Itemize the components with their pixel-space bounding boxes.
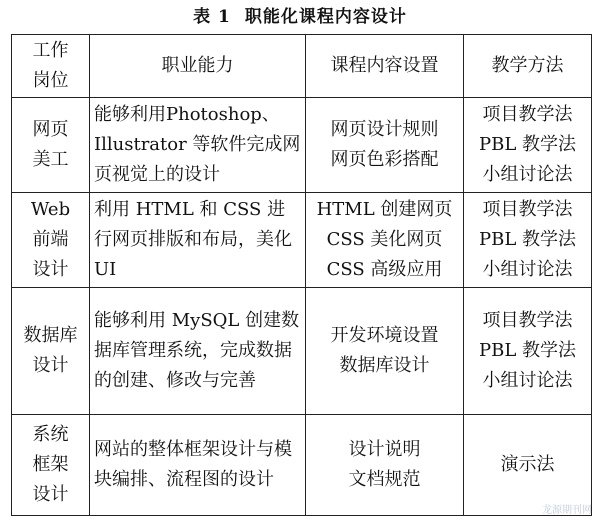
table-number: 表 1 — [193, 7, 231, 27]
table-row — [12, 288, 592, 415]
table-row — [12, 98, 592, 193]
content-line: 设计说明 — [348, 439, 421, 460]
content-line: 网页色彩搭配 — [330, 149, 439, 170]
table-title: 职能化课程内容设计 — [244, 7, 407, 27]
table-row — [12, 415, 592, 516]
ability-cell: 能够利用Photoshop、Illustrator 等软件完成网页视觉上的设计 — [90, 98, 306, 193]
job-line: 网页 — [32, 119, 69, 140]
content-line: CSS 美化网页 — [326, 229, 443, 250]
table-caption — [0, 6, 600, 28]
method-line: 项目教学法 — [482, 104, 573, 125]
method-line: PBL 教学法 — [478, 229, 576, 250]
job-line: 设计 — [32, 484, 69, 505]
header-content: 课程内容设置 — [306, 35, 464, 98]
ability-cell: 能够利用 MySQL 创建数据库管理系统，完成数据的创建、修改与完善 — [90, 288, 306, 415]
method-line: 项目教学法 — [482, 310, 573, 331]
job-cell — [12, 193, 90, 288]
content-cell — [306, 193, 464, 288]
content-cell — [306, 98, 464, 193]
header-ability: 职业能力 — [90, 35, 306, 98]
content-cell — [306, 415, 464, 516]
method-line: 小组讨论法 — [482, 164, 573, 185]
watermark-logo — [542, 501, 592, 516]
content-line: 文档规范 — [348, 469, 421, 490]
method-cell — [464, 193, 592, 288]
method-line: 演示法 — [500, 454, 555, 475]
content-line: 开发环境设置 — [330, 325, 439, 346]
header-job — [12, 35, 90, 98]
course-design-table — [11, 34, 592, 516]
job-line: 美工 — [32, 149, 69, 170]
header-row — [12, 35, 592, 98]
job-line: 设计 — [32, 259, 69, 280]
method-line: PBL 教学法 — [478, 340, 576, 361]
watermark-text: 龙源期刊网 — [542, 505, 592, 516]
job-line: 前端 — [32, 229, 69, 250]
job-line: 设计 — [32, 355, 69, 376]
content-line: CSS 高级应用 — [326, 259, 443, 280]
job-line: 框架 — [32, 454, 69, 475]
job-cell — [12, 415, 90, 516]
method-cell — [464, 98, 592, 193]
method-line: 项目教学法 — [482, 199, 573, 220]
ability-cell: 利用 HTML 和 CSS 进行网页排版和布局，美化 UI — [90, 193, 306, 288]
header-job-line: 工作 — [32, 40, 69, 61]
method-line: 小组讨论法 — [482, 259, 573, 280]
job-cell — [12, 288, 90, 415]
job-line: 系统 — [32, 424, 69, 445]
method-line: 小组讨论法 — [482, 370, 573, 391]
header-job-line: 岗位 — [32, 70, 69, 91]
job-cell — [12, 98, 90, 193]
ability-cell: 网站的整体框架设计与模块编排、流程图的设计 — [90, 415, 306, 516]
content-cell — [306, 288, 464, 415]
method-line: PBL 教学法 — [478, 134, 576, 155]
content-line: 网页设计规则 — [330, 119, 439, 140]
job-line: Web — [30, 199, 71, 220]
header-method: 教学方法 — [464, 35, 592, 98]
method-cell — [464, 288, 592, 415]
job-line: 数据库 — [23, 325, 78, 346]
content-line: 数据库设计 — [339, 355, 430, 376]
content-line: HTML 创建网页 — [316, 199, 453, 220]
table-row — [12, 193, 592, 288]
